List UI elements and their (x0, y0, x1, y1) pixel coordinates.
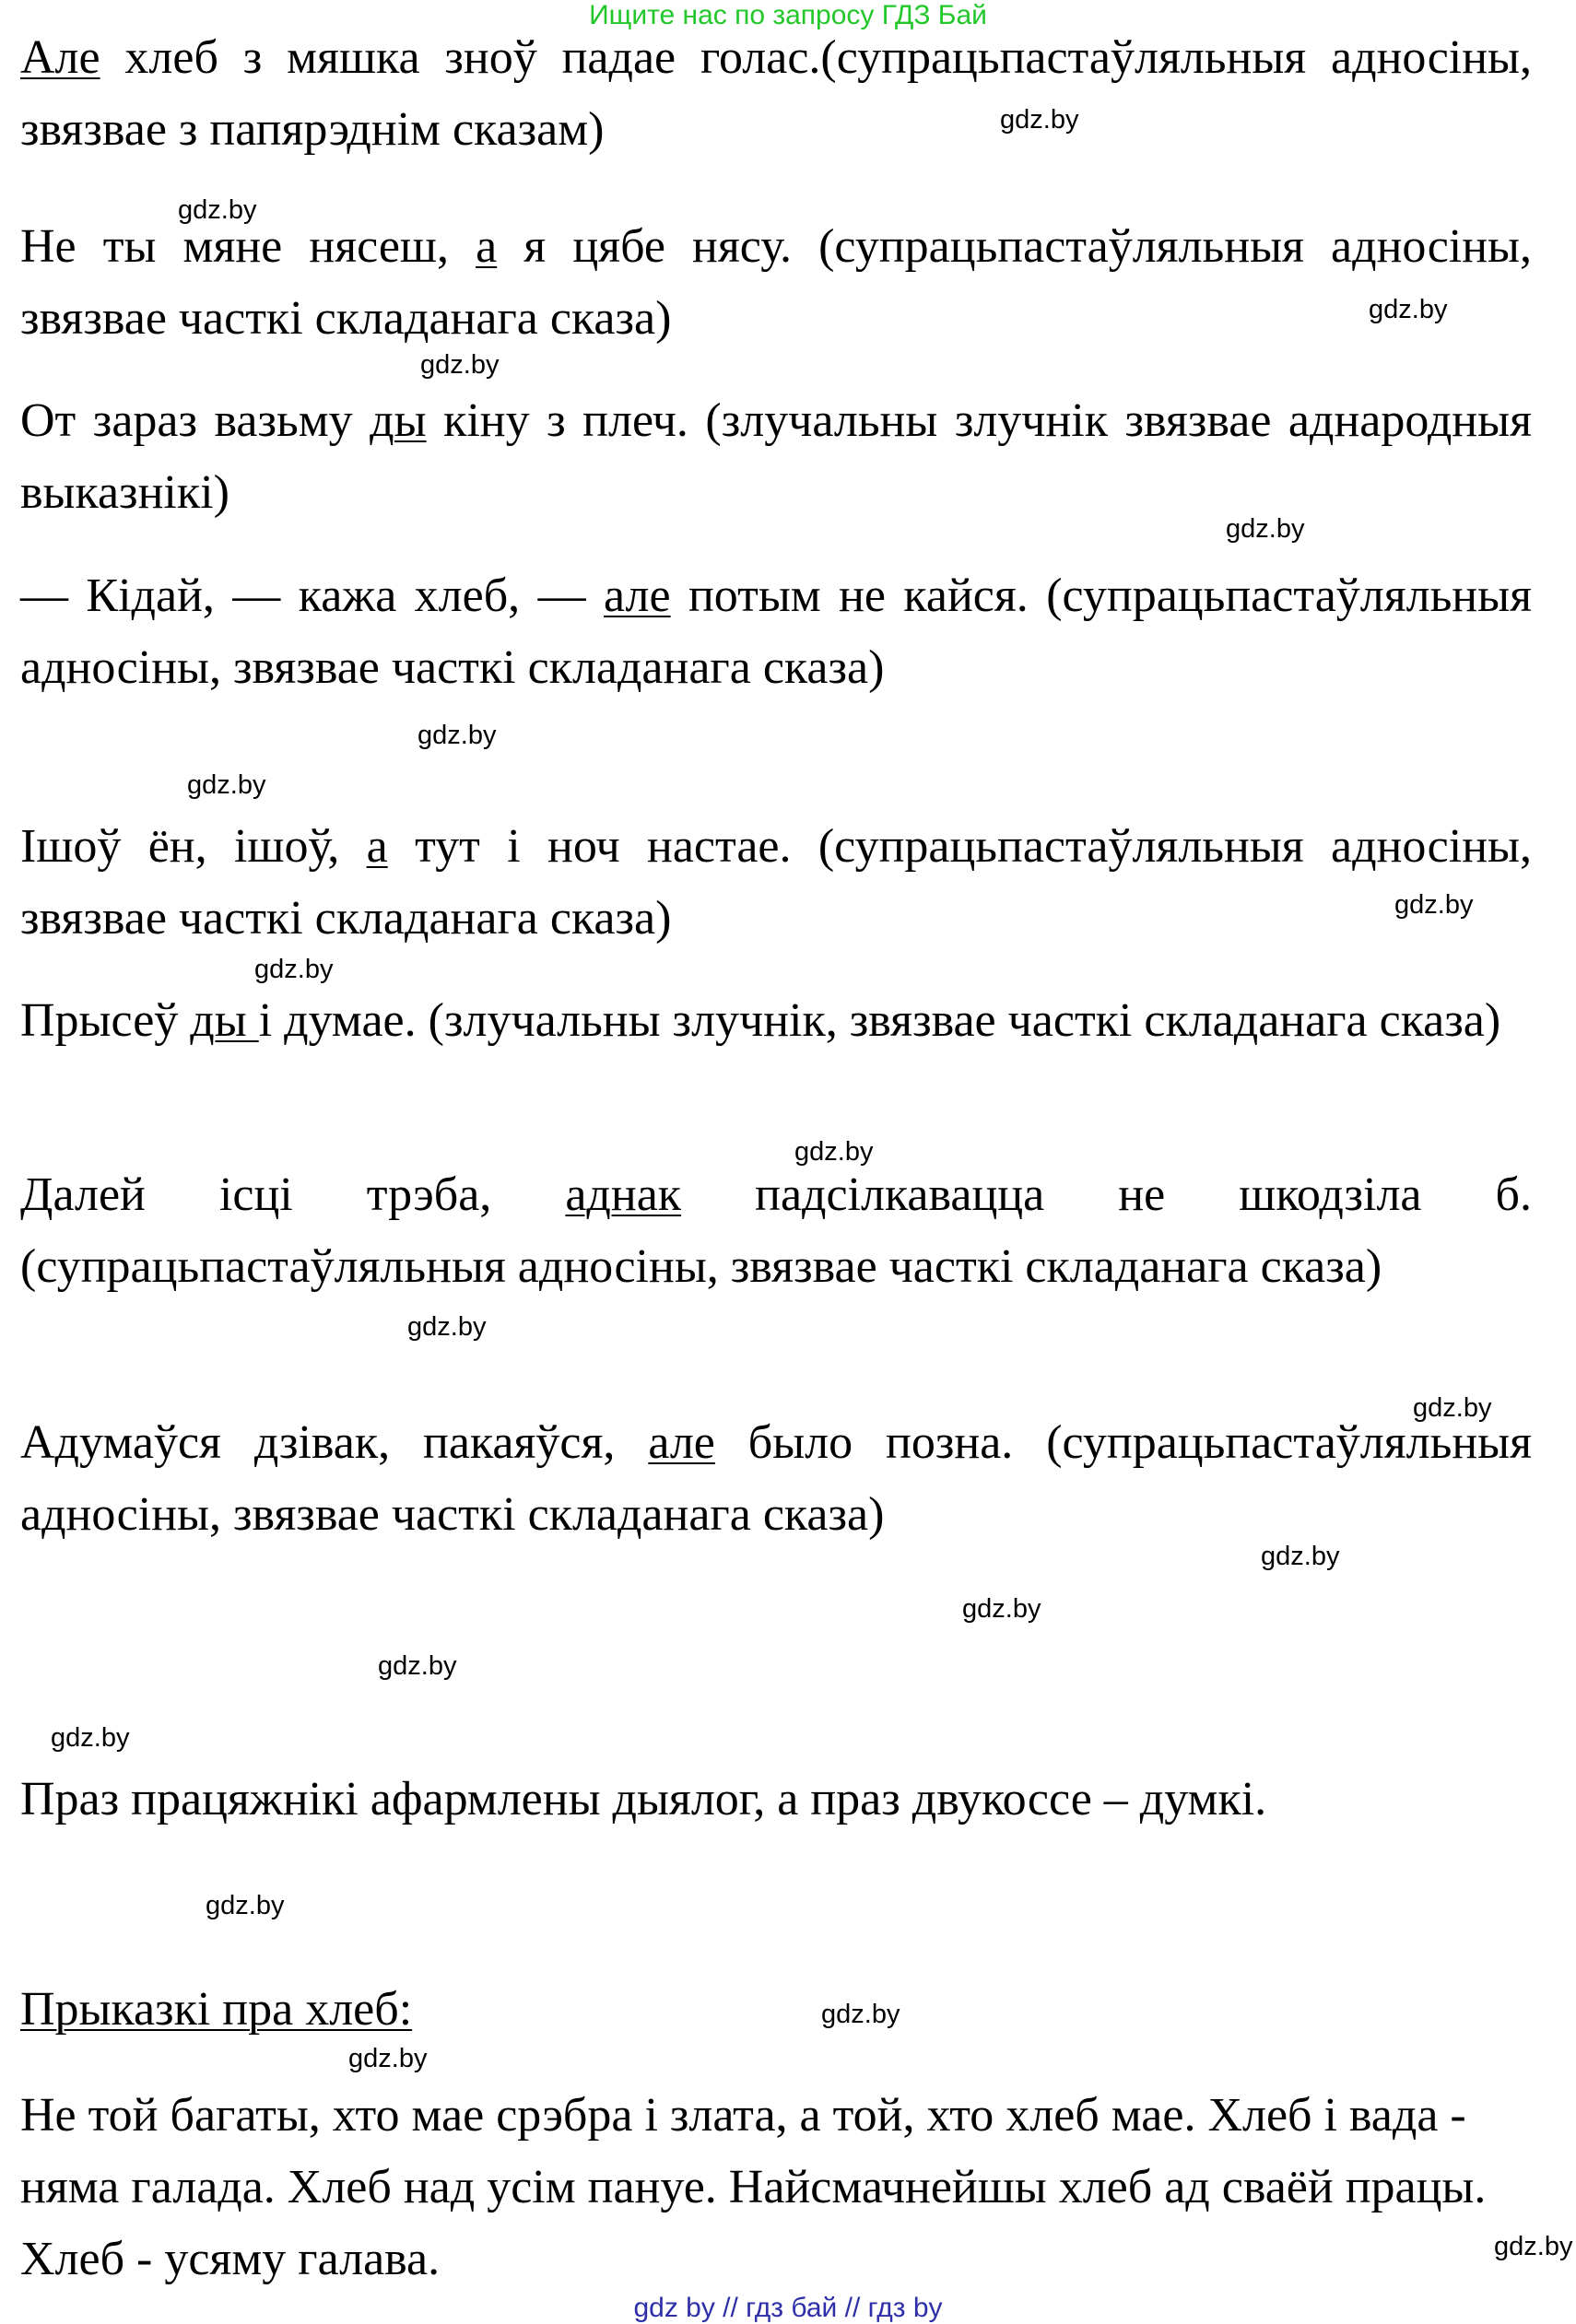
underlined-conjunction: аднак (565, 1168, 682, 1221)
watermark: gdz.by (378, 1651, 457, 1681)
watermark: gdz.by (1000, 105, 1079, 135)
proverbs-heading-text: Прыказкі пра хлеб: (20, 1983, 413, 2036)
paragraph-3 (20, 385, 1532, 529)
watermark: gdz.by (187, 770, 266, 800)
watermark: gdz.by (178, 195, 257, 225)
paragraph-text: Далей ісці трэба, (20, 1168, 566, 1221)
paragraph-6 (20, 985, 1532, 1057)
paragraph-8 (20, 1407, 1532, 1551)
paragraph-text: было позна. (супрацьпастаўляльныя адносіны, звязвае часткі складанага сказа) (20, 1416, 1532, 1541)
watermark: gdz.by (420, 350, 500, 380)
paragraph-text: — Кідай, — кажа хлеб, — (20, 569, 604, 622)
paragraph-7 (20, 1159, 1532, 1303)
paragraph-text: і думае. (злучальны злучнік, звязвае часткі складанага сказа) (258, 994, 1501, 1047)
watermark: gdz.by (1261, 1542, 1340, 1571)
paragraph-text: Ішоў ён, ішоў, (20, 820, 367, 873)
watermark: gdz.by (794, 1137, 874, 1167)
paragraph-text: Не ты мяне нясеш, (20, 220, 476, 273)
paragraph-5 (20, 811, 1532, 955)
watermark: gdz.by (51, 1723, 130, 1753)
watermark: gdz.by (962, 1594, 1041, 1624)
watermark: gdz.by (1369, 295, 1448, 324)
paragraph-1 (20, 22, 1532, 166)
underlined-conjunction: але (603, 569, 671, 622)
paragraph-text: Прысеў (20, 994, 191, 1047)
paragraph-text: я цябе нясу. (супрацьпастаўляльныя адносіны, звязвае часткі складанага сказа) (20, 220, 1532, 345)
underlined-conjunction: а (366, 820, 388, 873)
paragraph-4 (20, 560, 1532, 704)
watermark: gdz.by (821, 2000, 900, 2029)
paragraph-2 (20, 211, 1532, 355)
watermark: gdz.by (254, 955, 334, 984)
watermark: gdz.by (418, 721, 497, 750)
footer-links[interactable]: gdz by // гдз бай // гдз by (633, 2293, 943, 2323)
paragraph-text: хлеб з мяшка зноў падае голас.(супрацьпастаўляльныя адносіны, звязвае з папярэднім сказам) (20, 31, 1532, 156)
paragraph-text: Адумаўся дзівак, пакаяўся, (20, 1416, 649, 1469)
underlined-conjunction: ды (190, 994, 259, 1047)
proverbs-text: Не той багаты, хто мае срэбра і злата, а той, хто хлеб мае. Хлеб і вада - няма галада. Хлеб над усім пануе. Найсмачнейшы хлеб ад сваёй працы. Хлеб - усяму галава. (20, 2089, 1487, 2285)
punctuation-note: Праз працяжнікі афармлены дыялог, а праз двукоссе – думкі. (20, 1773, 1267, 1825)
watermark: gdz.by (1226, 514, 1305, 544)
proverbs-heading (20, 1974, 1532, 2046)
paragraph-text: тут і ноч настае. (супрацьпастаўляльныя адносіны, звязвае часткі складанага сказа) (20, 820, 1532, 945)
watermark: gdz.by (1394, 890, 1474, 920)
watermark: gdz.by (407, 1312, 487, 1342)
watermark: gdz.by (1413, 1393, 1492, 1423)
paragraph-text: падсілкавацца не шкодзіла б. (супрацьпастаўляльныя адносіны, звязвае часткі складанага сказа) (20, 1168, 1532, 1293)
underlined-conjunction: але (648, 1416, 715, 1469)
underlined-conjunction: ды (370, 394, 427, 447)
watermark: gdz.by (348, 2044, 428, 2073)
top-banner[interactable]: Ищите нас по запросу ГДЗ Бай (589, 0, 987, 30)
paragraph-text: потым не кайся. (супрацьпастаўляльныя адносіны, звязвае часткі складанага сказа) (20, 569, 1532, 694)
underlined-conjunction: а (476, 220, 498, 273)
paragraph-text: кіну з плеч. (злучальны злучнік звязвае аднародныя выказнікі) (20, 394, 1532, 519)
underlined-conjunction: Але (20, 31, 100, 84)
watermark: gdz.by (1494, 2232, 1573, 2261)
paragraph-text: От зараз вазьму (20, 394, 370, 447)
watermark: gdz.by (206, 1891, 285, 1920)
